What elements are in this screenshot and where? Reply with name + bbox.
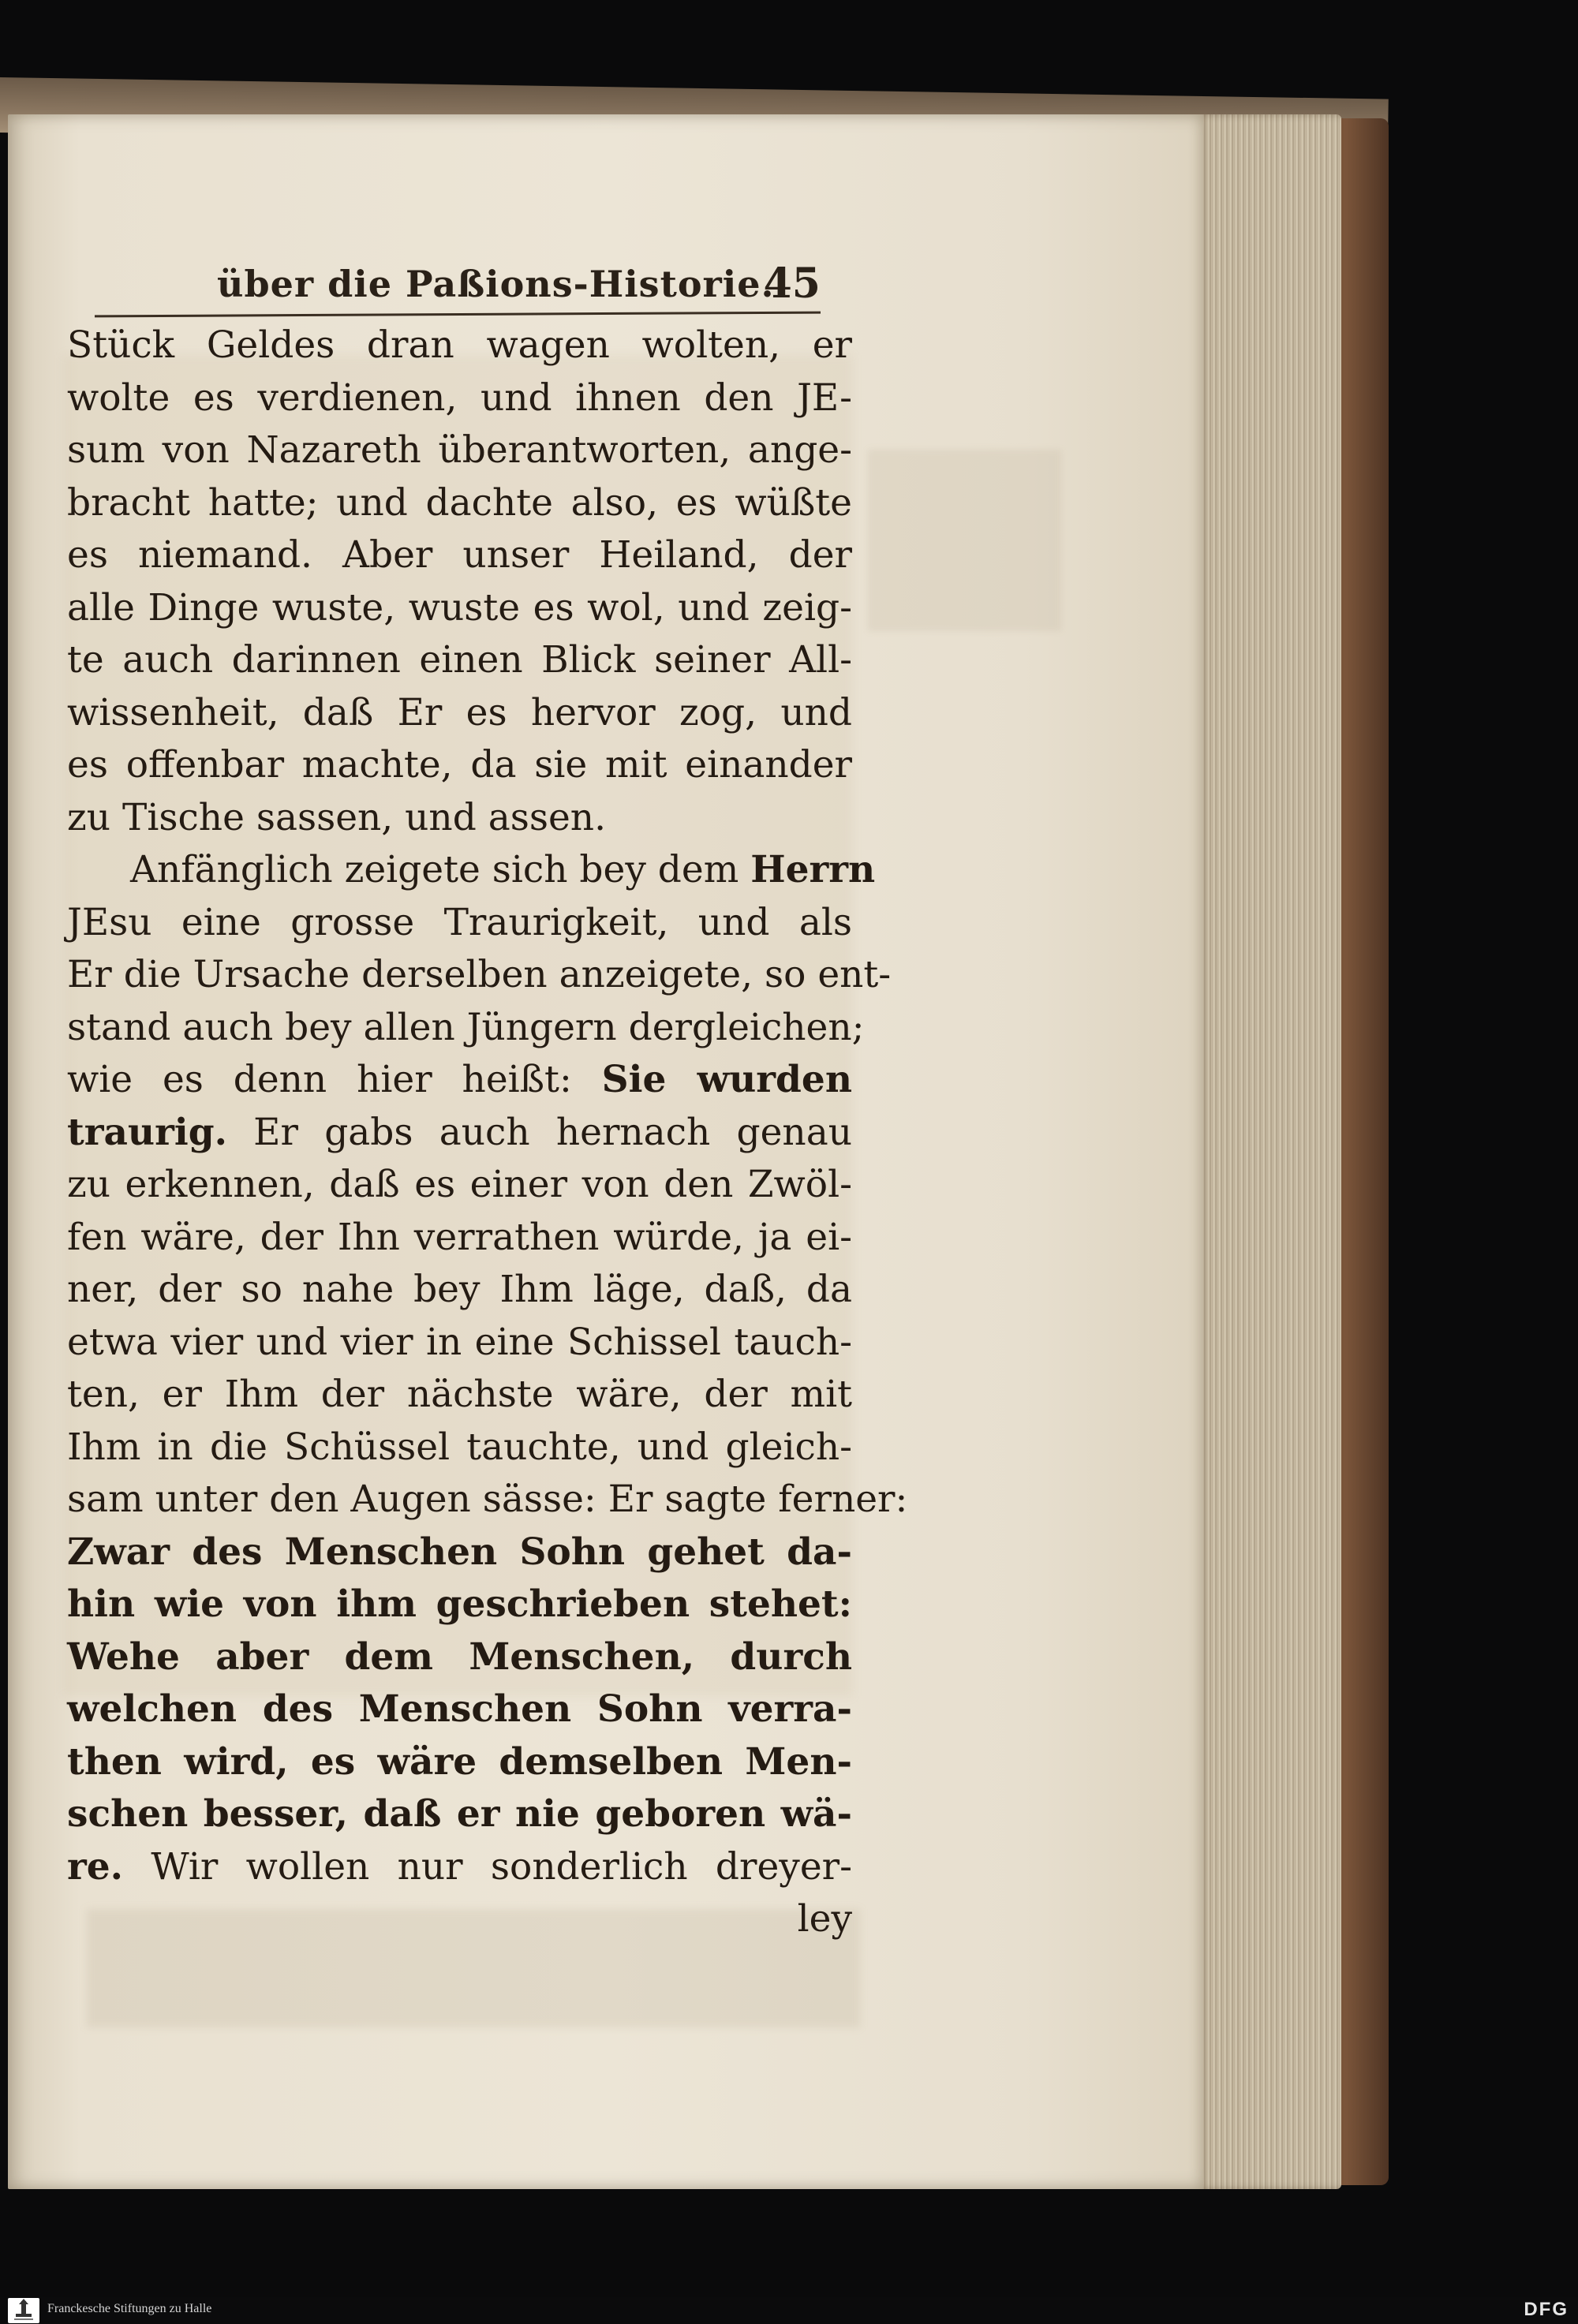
text-line: zu erkennen, daß es einer von den Zwöl- bbox=[67, 1163, 852, 1206]
text-line: stand auch bey allen Jüngern dergleichen; bbox=[67, 1005, 865, 1049]
scripture-line: Zwar des Menschen Sohn gehet da- bbox=[67, 1530, 852, 1574]
emphasis-run: Sie wurden bbox=[601, 1058, 852, 1101]
text-line bbox=[67, 1107, 852, 1160]
institution-logo bbox=[8, 2298, 39, 2323]
body-text bbox=[67, 319, 908, 1946]
scripture-line: schen besser, daß er nie geboren wä- bbox=[67, 1792, 852, 1836]
header-rule bbox=[95, 312, 821, 318]
page-header bbox=[95, 256, 821, 319]
text-line: alle Dinge wuste, wuste es wol, und zeig- bbox=[67, 585, 852, 630]
page-number: 45 bbox=[763, 260, 821, 308]
page-fore-edge bbox=[1195, 114, 1341, 2189]
text-line: es offenbar machte, da sie mit einander bbox=[67, 743, 852, 786]
scripture-line: Wehe aber dem Menschen, durch bbox=[67, 1635, 852, 1679]
scripture-line: then wird, es wäre demselben Men- bbox=[67, 1739, 852, 1784]
text-run: wie es denn hier heißt: bbox=[67, 1058, 602, 1101]
viewer-footer-bar bbox=[0, 2297, 1578, 2324]
text-line: wolte es verdienen, und ihnen den JE- bbox=[67, 376, 852, 420]
text-line: Stück Geldes dran wagen wolten, er bbox=[67, 323, 852, 367]
text-line: wissenheit, daß Er es hervor zog, und bbox=[67, 690, 852, 734]
emphasis-run: Herrn bbox=[750, 848, 876, 891]
scripture-line: hin wie von ihm geschrieben stehet: bbox=[67, 1582, 852, 1626]
text-line: sum von Nazareth überantworten, ange- bbox=[67, 428, 852, 472]
scripture-line: welchen des Menschen Sohn verra- bbox=[67, 1687, 852, 1731]
text-line: Ihm in die Schüssel tauchte, und gleich- bbox=[67, 1425, 852, 1469]
text-line bbox=[67, 1054, 852, 1107]
text-line: zu Tische sassen, und assen. bbox=[67, 795, 607, 839]
text-line: es niemand. Aber unser Heiland, der bbox=[67, 533, 852, 577]
text-run: Er gabs auch hernach genau bbox=[226, 1110, 852, 1154]
emphasis-run: traurig. bbox=[67, 1110, 227, 1154]
text-line bbox=[67, 1841, 852, 1894]
text-line: te auch darinnen einen Blick seiner All- bbox=[67, 638, 852, 682]
text-line: sam unter den Augen sässe: Er sagte ferner: bbox=[67, 1478, 908, 1521]
catchword: ley bbox=[797, 1897, 852, 1941]
text-line: ner, der so nahe bey Ihm läge, daß, da bbox=[67, 1268, 852, 1311]
dfg-logo: DFG bbox=[1524, 2299, 1569, 2320]
text-line bbox=[67, 844, 876, 897]
text-line: JEsu eine grosse Traurigkeit, und als bbox=[67, 900, 852, 944]
emphasis-run: re. bbox=[67, 1844, 124, 1889]
text-line: fen wäre, der Ihn verrathen würde, ja ei- bbox=[67, 1215, 852, 1259]
show-through-margin-note bbox=[868, 450, 1061, 631]
text-run: Wir wollen nur sonderlich dreyer- bbox=[123, 1844, 852, 1889]
text-line: ten, er Ihm der nächste wäre, der mit bbox=[67, 1373, 852, 1416]
text-line: etwa vier und vier in eine Schissel tauch- bbox=[67, 1320, 852, 1364]
text-line: bracht hatte; und dachte also, es wüßte bbox=[67, 480, 852, 525]
running-head: über die Paßions-Historie. bbox=[217, 263, 775, 305]
institution-name: Franckesche Stiftungen zu Halle bbox=[47, 2302, 212, 2315]
text-line: Er die Ursache derselben anzeigete, so ent- bbox=[67, 953, 892, 996]
text-run: Anfänglich zeigete sich bey dem bbox=[130, 848, 751, 891]
